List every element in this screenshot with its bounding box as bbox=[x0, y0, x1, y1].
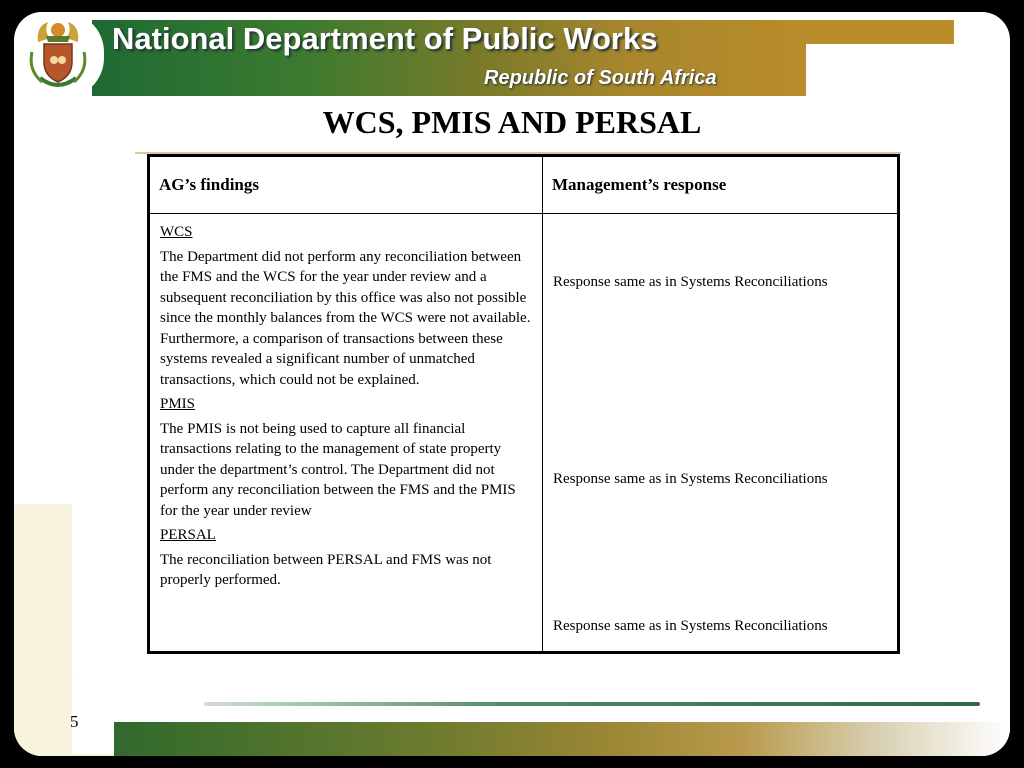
finding-heading-persal: PERSAL bbox=[160, 527, 216, 543]
department-title: National Department of Public Works bbox=[112, 21, 658, 56]
findings-cell bbox=[149, 214, 543, 653]
finding-text-persal: The reconciliation between PERSAL and FMS was not properly performed. bbox=[160, 551, 492, 588]
slide-title: WCS, PMIS AND PERSAL bbox=[322, 104, 702, 140]
finding-text-wcs: The Department did not perform any reconciliation between the FMS and the WCS for the year under review and a subsequent reconciliation by this office was also not possible since the monthly balances from the WCS were not available. Furthermore, a comparison of transactions between these systems revealed a significant number of unmatched transactions, which could not be explained. bbox=[160, 248, 531, 388]
footer-rule bbox=[204, 702, 980, 706]
page-number: 5 bbox=[70, 712, 79, 731]
response-cell bbox=[543, 214, 899, 653]
coat-of-arms-icon bbox=[18, 12, 104, 98]
table-header-row bbox=[149, 156, 899, 214]
finding-heading-pmis: PMIS bbox=[160, 396, 196, 412]
footer-gradient-bar bbox=[114, 722, 1010, 756]
header-accent-curve bbox=[806, 44, 960, 96]
coat-of-arms-logo bbox=[18, 12, 104, 98]
department-subtitle: Republic of South Africa bbox=[484, 67, 717, 89]
findings-table bbox=[147, 154, 900, 654]
finding-text-pmis: The PMIS is not being used to capture all financial transactions relating to the management of state property under the department’s control. The Department did not perform any reconciliation between the FMS and the PMIS for the year under review bbox=[160, 420, 516, 519]
finding-heading-wcs: WCS bbox=[160, 224, 193, 240]
response-wcs: Response same as in Systems Reconciliations bbox=[553, 274, 828, 290]
slide bbox=[14, 12, 1010, 756]
response-pmis: Response same as in Systems Reconciliations bbox=[553, 471, 828, 487]
table-row bbox=[149, 214, 899, 653]
header-accent bbox=[806, 20, 954, 44]
response-persal: Response same as in Systems Reconciliations bbox=[553, 618, 828, 634]
column-header-response: Management’s response bbox=[543, 156, 899, 214]
column-header-findings: AG’s findings bbox=[149, 156, 543, 214]
